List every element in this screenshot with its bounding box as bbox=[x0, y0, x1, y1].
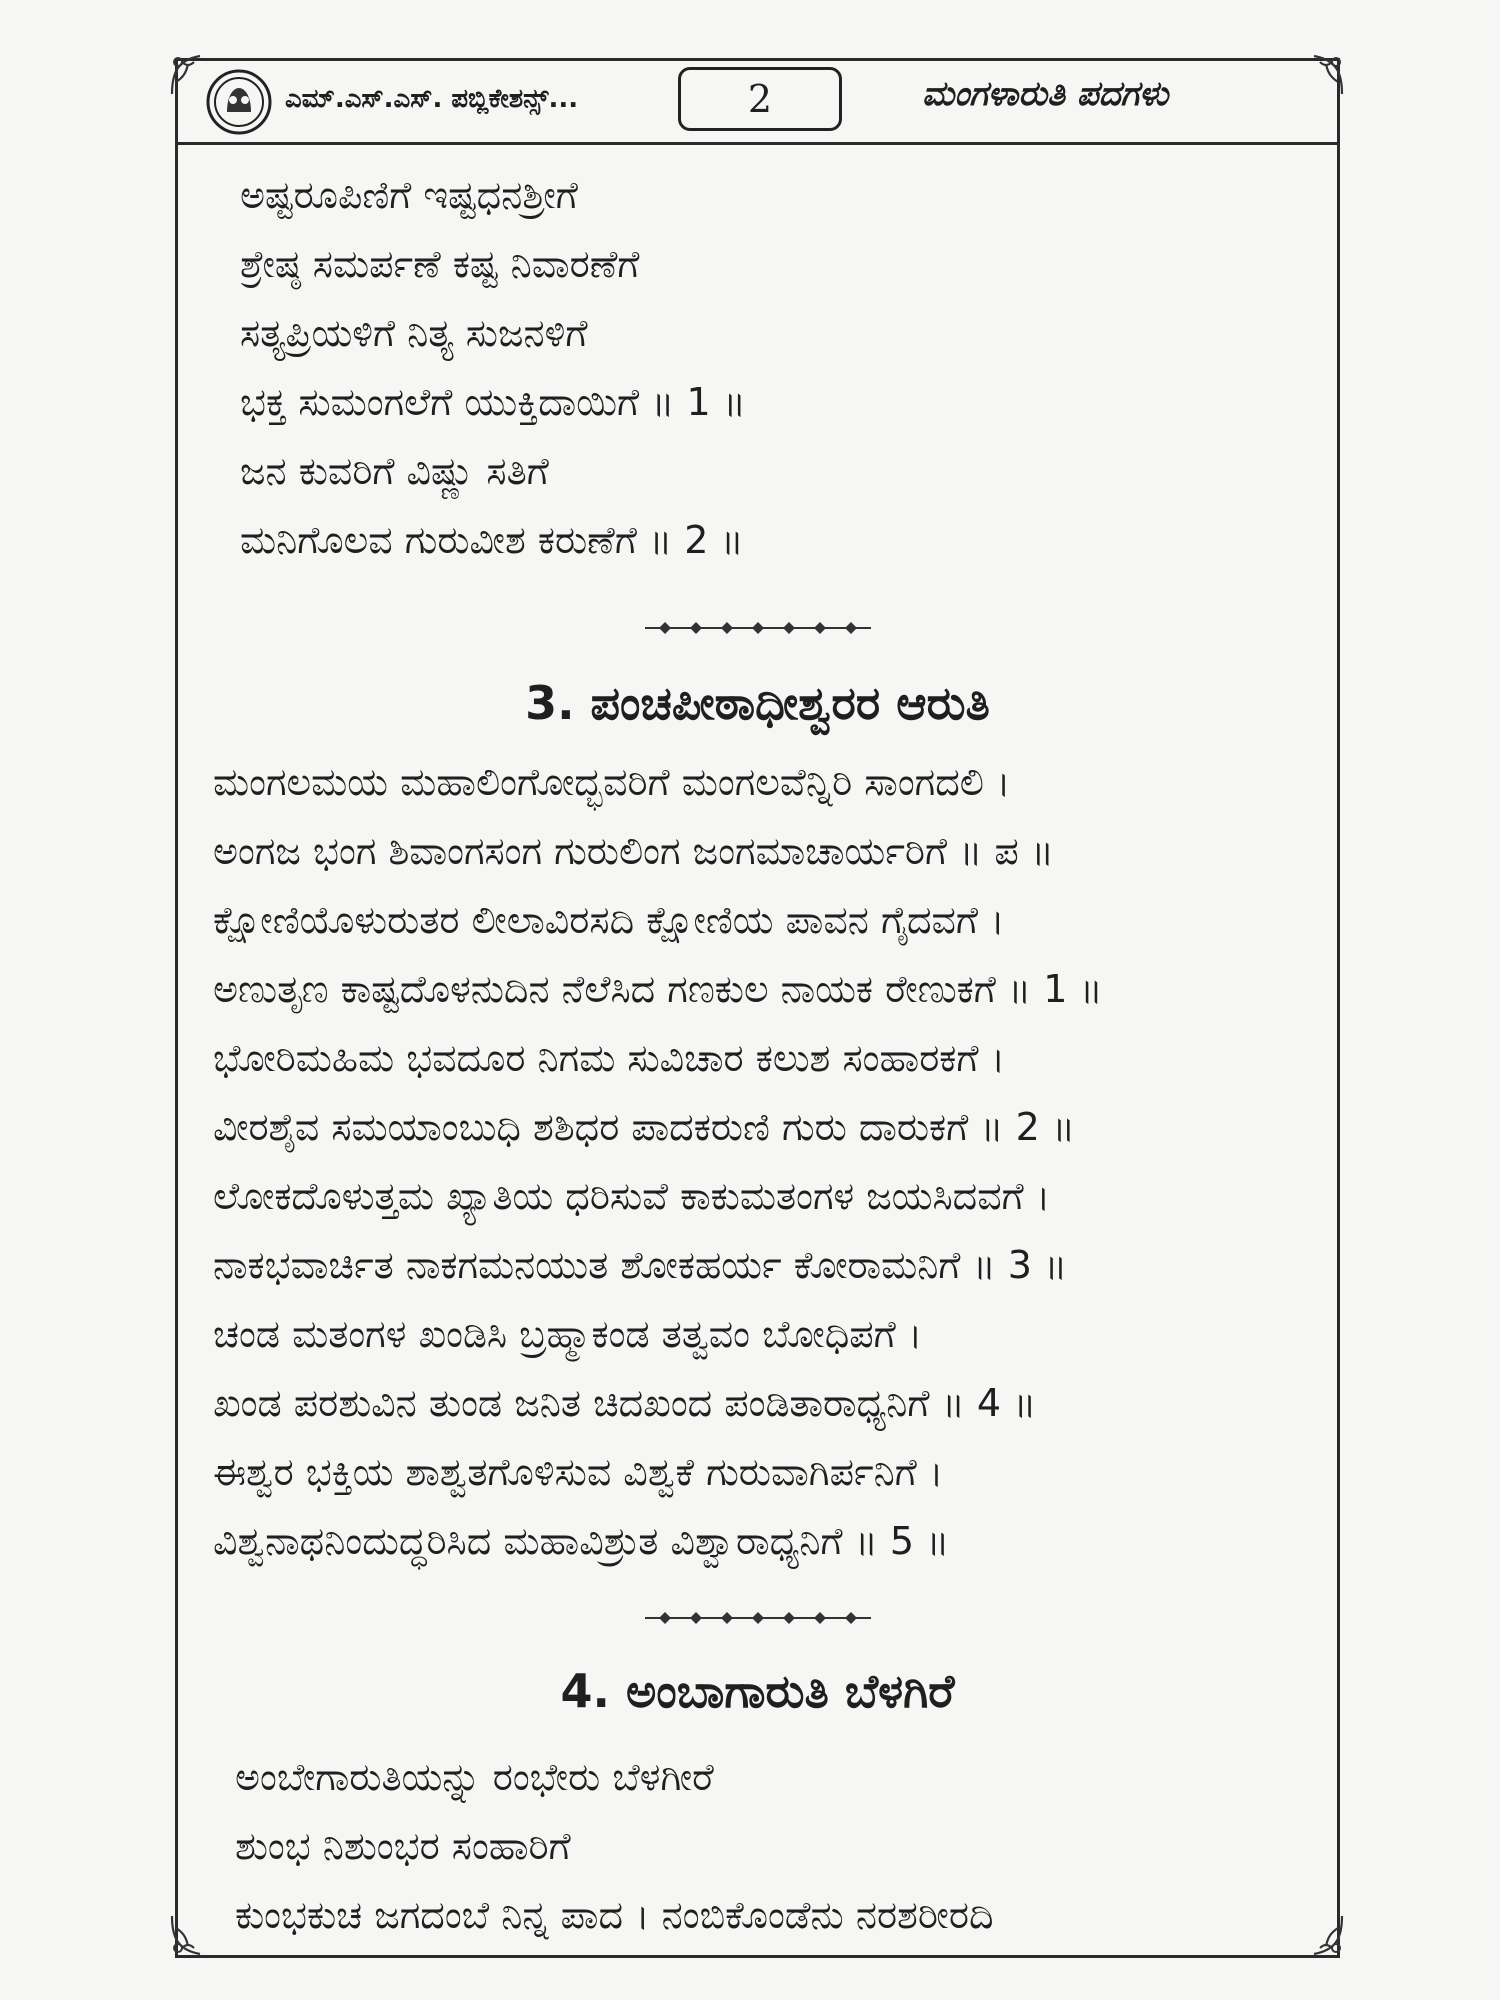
verse-line: ಸತ್ಯಪ್ರಿಯಳಿಗೆ ನಿತ್ಯ ಸುಜನಳಿಗೆ bbox=[240, 311, 588, 355]
floral-corner-ornament-icon bbox=[1300, 1912, 1346, 1958]
verse-line: ಖಂಡ ಪರಶುವಿನ ತುಂಡ ಜನಿತ ಚಿದಖಂದ ಪಂಡಿತಾರಾಧ್ಯನಿಗೆ ॥ 4 ॥ bbox=[213, 1381, 1037, 1425]
emblem-logo-icon bbox=[205, 68, 273, 136]
verse-line: ಶುಂಭ ನಿಶುಂಭರ ಸಂಹಾರಿಗೆ bbox=[235, 1824, 571, 1868]
verse-line: ಕ್ಷೋಣಿಯೊಳುರುತರ ಲೀಲಾವಿರಸದಿ ಕ್ಷೋಣಿಯ ಪಾವನ ಗೈದವಗೆ । bbox=[213, 898, 1005, 942]
header-rule bbox=[175, 142, 1340, 145]
verse-line: ಮಂಗಲಮಯ ಮಹಾಲಿಂಗೋದ್ಭವರಿಗೆ ಮಂಗಲವೆನ್ನಿರಿ ಸಾಂಗದಲಿ । bbox=[213, 760, 1011, 804]
section-title: 3. ಪಂಚಪೀಠಾಧೀಶ್ವರರ ಆರುತಿ bbox=[525, 676, 990, 730]
verse-line: ಜನ ಕುವರಿಗೆ ವಿಷ್ಣು ಸತಿಗೆ bbox=[240, 449, 549, 493]
floral-corner-ornament-icon bbox=[1300, 52, 1346, 98]
verse-line: ಅಂಗಜ ಭಂಗ ಶಿವಾಂಗಸಂಗ ಗುರುಲಿಂಗ ಜಂಗಮಾಚಾರ್ಯರಿಗೆ ॥ ಪ ॥ bbox=[213, 829, 1054, 873]
verse-line: ಮನಿಗೊಲವ ಗುರುವೀಶ ಕರುಣೆಗೆ ॥ 2 ॥ bbox=[240, 518, 744, 562]
verse-line: ಶ್ರೇಷ್ಠ ಸಮರ್ಪಣೆ ಕಷ್ಟ ನಿವಾರಣೆಗೆ bbox=[240, 242, 640, 286]
diamond-dots-divider-icon bbox=[643, 618, 873, 638]
verse-line: ಕುಂಭಕುಚ ಜಗದಂಬೆ ನಿನ್ನ ಪಾದ । ನಂಬಿಕೊಂಡೆನು ನರಶರೀರದಿ bbox=[235, 1893, 994, 1937]
verse-line: ನಾಕಭವಾರ್ಚಿತ ನಾಕಗಮನಯುತ ಶೋಕಹರ್ಯ ಕೋರಾಮನಿಗೆ ॥ 3 ॥ bbox=[213, 1243, 1068, 1287]
verse-line: ಚಂಡ ಮತಂಗಳ ಖಂಡಿಸಿ ಬ್ರಹ್ಮಾಕಂಡ ತತ್ವವಂ ಬೋಧಿಪಗೆ । bbox=[213, 1312, 923, 1356]
verse-line: ವಿಶ್ವನಾಥನಿಂದುದ್ಧರಿಸಿದ ಮಹಾವಿಶ್ರುತ ವಿಶ್ವಾರಾಧ್ಯನಿಗೆ ॥ 5 ॥ bbox=[213, 1519, 950, 1563]
verse-line: ಲೋಕದೊಳುತ್ತಮ ಖ್ಯಾತಿಯ ಧರಿಸುವೆ ಕಾಕುಮತಂಗಳ ಜಯಸಿದವಗೆ । bbox=[213, 1174, 1051, 1218]
verse-line: ಅಷ್ಟರೂಪಿಣಿಗೆ ಇಷ್ಟಧನಶ್ರೀಗೆ bbox=[240, 173, 578, 217]
verse-line: ಭಕ್ತ ಸುಮಂಗಲೆಗೆ ಯುಕ್ತಿದಾಯಿಗೆ ॥ 1 ॥ bbox=[240, 380, 746, 424]
verse-line: ಅಣುತೃಣ ಕಾಷ್ಟದೊಳನುದಿನ ನೆಲೆಸಿದ ಗಣಕುಲ ನಾಯಕ ರೇಣುಕಗೆ ॥ 1 ॥ bbox=[213, 967, 1103, 1011]
running-title: ಮಂಗಳಾರುತಿ ಪದಗಳು bbox=[922, 74, 1169, 114]
page-number: 2 bbox=[678, 67, 842, 131]
verse-line: ಅಂಬೇಗಾರುತಿಯನ್ನು ರಂಭೇರು ಬೆಳಗೀರೆ bbox=[235, 1755, 714, 1799]
floral-corner-ornament-icon bbox=[168, 1912, 214, 1958]
publisher-name: ಎಮ್.ಎಸ್.ಎಸ್. ಪಬ್ಲಿಕೇಶನ್ಸ್... bbox=[285, 84, 579, 114]
verse-line: ವೀರಶೈವ ಸಮಯಾಂಬುಧಿ ಶಶಿಧರ ಪಾದಕರುಣಿ ಗುರು ದಾರುಕಗೆ ॥ 2 ॥ bbox=[213, 1105, 1076, 1149]
verse-line: ಭೋರಿಮಹಿಮ ಭವದೂರ ನಿಗಮ ಸುವಿಚಾರ ಕಲುಶ ಸಂಹಾರಕಗೆ । bbox=[213, 1036, 1006, 1080]
diamond-dots-divider-icon bbox=[643, 1608, 873, 1628]
verse-line: ಈಶ್ವರ ಭಕ್ತಿಯ ಶಾಶ್ವತಗೊಳಿಸುವ ವಿಶ್ವಕೆ ಗುರುವಾಗಿರ್ಪನಿಗೆ । bbox=[213, 1450, 944, 1494]
section-title: 4. ಅಂಬಾಗಾರುತಿ ಬೆಳಗಿರೆ bbox=[560, 1664, 955, 1718]
